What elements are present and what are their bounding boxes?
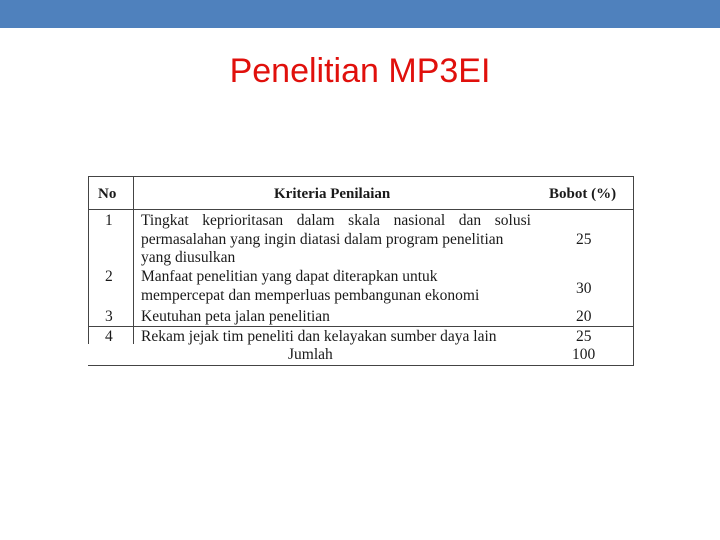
row2-criteria-line1: Manfaat penelitian yang dapat diterapkan untuk [141, 268, 438, 285]
total-label: Jumlah [288, 346, 333, 363]
row4-weight: 25 [576, 328, 592, 345]
header-criteria: Kriteria Penilaian [274, 186, 391, 202]
row2-weight: 30 [576, 280, 592, 297]
row2-criteria-line2: mempercepat dan memperluas pembangunan ekonomi [141, 287, 480, 304]
table-header-divider [88, 209, 634, 210]
row1-no: 1 [105, 212, 113, 229]
row3-weight: 20 [576, 308, 592, 325]
table-col-divider-1 [133, 176, 134, 344]
table-right-border [633, 176, 634, 366]
top-accent-bar [0, 0, 720, 28]
row3-no: 3 [105, 308, 113, 325]
criteria-table [88, 176, 634, 366]
header-weight: Bobot (%) [549, 186, 617, 202]
total-value: 100 [572, 346, 596, 363]
row1-weight: 25 [576, 231, 592, 248]
row4-no: 4 [105, 328, 113, 345]
header-no: No [98, 186, 117, 202]
row4-criteria: Rekam jejak tim peneliti dan kelayakan sumber daya lain [141, 328, 497, 345]
row2-no: 2 [105, 268, 113, 285]
table-left-border [88, 176, 89, 344]
table-bottom-border [88, 365, 634, 366]
row1-criteria-line2: permasalahan yang ingin diatasi dalam program penelitian [141, 231, 504, 248]
table-top-border [88, 176, 634, 177]
row1-criteria-line1: Tingkat keprioritasan dalam skala nasional dan solusi [141, 212, 531, 229]
row3-criteria: Keutuhan peta jalan penelitian [141, 308, 330, 325]
slide-title: Penelitian MP3EI [229, 52, 491, 90]
row1-criteria-line3: yang diusulkan [141, 249, 236, 266]
